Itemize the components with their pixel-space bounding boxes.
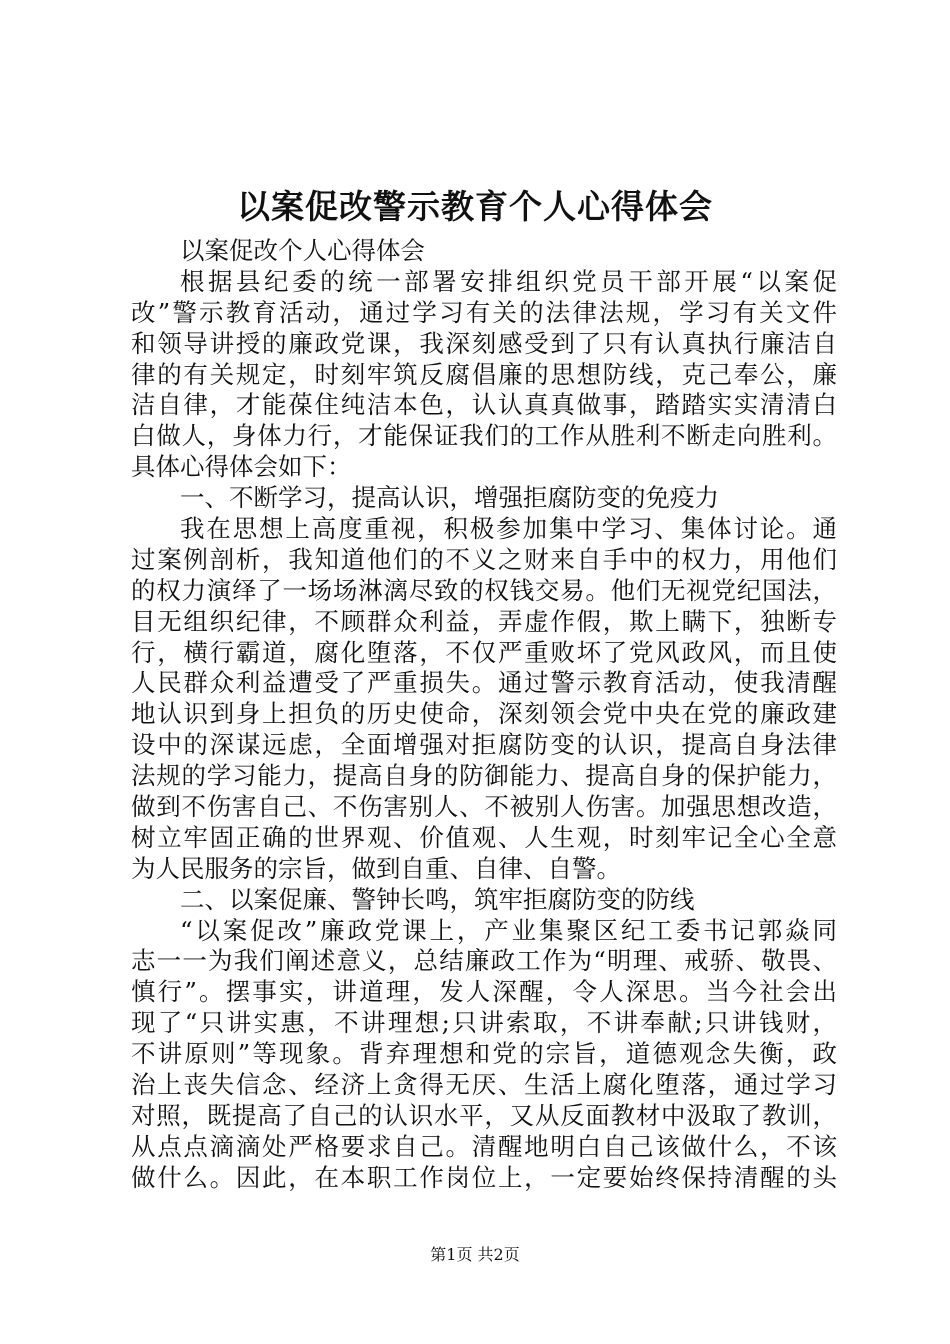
body-line: 目无组织纪律，不顾群众利益，弄虚作假，欺上瞒下，独断专 <box>131 606 837 636</box>
section-heading: 二、以案促廉、警钟长鸣，筑牢拒腐防变的防线 <box>180 884 695 914</box>
body-line: 行，横行霸道，腐化堕落，不仅严重败坏了党风政风，而且使 <box>131 637 837 667</box>
body-line: 为人民服务的宗旨，做到自重、自律、自警。 <box>131 853 621 883</box>
page-footer: 第1页 共2页 <box>430 1245 520 1264</box>
body-line: 人民群众利益遭受了严重损失。通过警示教育活动，使我清醒 <box>131 668 837 698</box>
body-line: 具体心得体会如下： <box>131 452 352 482</box>
body-line: 白做人，身体力行，才能保证我们的工作从胜利不断走向胜利。 <box>131 421 837 451</box>
body-line: 慎行”。摆事实，讲道理，发人深醒，令人深思。当今社会出 <box>131 977 837 1007</box>
body-line: 做什么。因此，在本职工作岗位上，一定要始终保持清醒的头 <box>131 1162 837 1192</box>
body-line: 从点点滴滴处严格要求自己。清醒地明白自己该做什么，不该 <box>131 1131 837 1161</box>
document-body <box>131 236 837 1194</box>
body-line: 志一一为我们阐述意义，总结廉政工作为“明理、戒骄、敬畏、 <box>131 946 837 976</box>
body-line: 树立牢固正确的世界观、价值观、人生观，时刻牢记全心全意 <box>131 822 837 852</box>
subtitle-line: 以案促改个人心得体会 <box>180 236 425 265</box>
section-heading: 一、不断学习，提高认识，增强拒腐防变的免疫力 <box>180 483 719 513</box>
body-line: 现了“只讲实惠，不讲理想;只讲索取，不讲奉献;只讲钱财， <box>131 1008 837 1038</box>
body-line: 洁自律，才能葆住纯洁本色，认认真真做事，踏踏实实清清白 <box>131 390 837 420</box>
body-line: 对照，既提高了自己的认识水平，又从反面教材中汲取了教训， <box>131 1100 837 1130</box>
body-line: 的权力演绎了一场场淋漓尽致的权钱交易。他们无视党纪国法， <box>131 575 837 605</box>
body-line: 和领导讲授的廉政党课，我深刻感受到了只有认真执行廉洁自 <box>131 328 837 358</box>
body-line: 过案例剖析，我知道他们的不义之财来自手中的权力，用他们 <box>131 544 837 574</box>
body-line: 根据县纪委的统一部署安排组织党员干部开展“以案促 <box>180 266 837 296</box>
body-line: 治上丧失信念、经济上贪得无厌、生活上腐化堕落，通过学习 <box>131 1070 837 1100</box>
body-line: 律的有关规定，时刻牢筑反腐倡廉的思想防线，克己奉公，廉 <box>131 359 837 389</box>
body-line: 设中的深谋远虑，全面增强对拒腐防变的认识，提高自身法律 <box>131 730 837 760</box>
body-line: 地认识到身上担负的历史使命，深刻领会党中央在党的廉政建 <box>131 699 837 729</box>
body-line: 改”警示教育活动，通过学习有关的法律法规，学习有关文件 <box>131 297 837 327</box>
body-line: 不讲原则”等现象。背弃理想和党的宗旨，道德观念失衡，政 <box>131 1039 837 1069</box>
document-title: 以案促改警示教育个人心得体会 <box>237 187 713 226</box>
body-line: 法规的学习能力，提高自身的防御能力、提高自身的保护能力， <box>131 761 837 791</box>
body-line: 我在思想上高度重视，积极参加集中学习、集体讨论。通 <box>180 514 837 544</box>
body-line: 做到不伤害自己、不伤害别人、不被别人伤害。加强思想改造， <box>131 792 837 822</box>
body-line: “以案促改”廉政党课上，产业集聚区纪工委书记郭焱同 <box>180 915 837 945</box>
